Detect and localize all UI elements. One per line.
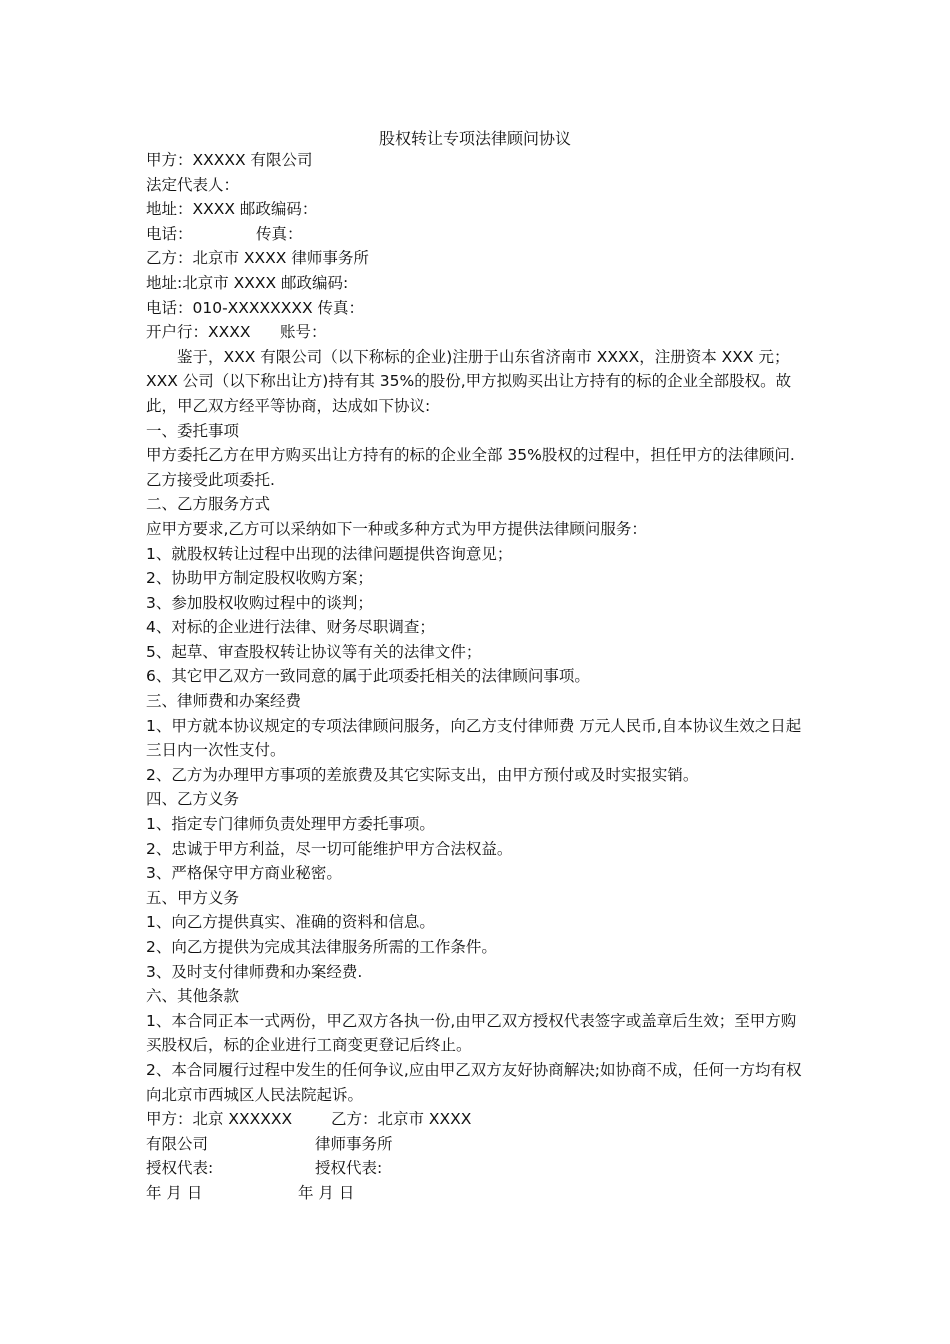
party-a-address: 地址：XXXX 邮政编码： <box>146 200 318 219</box>
section-heading: 四、乙方义务 <box>146 790 240 809</box>
section-heading: 三、律师费和办案经费 <box>146 692 302 711</box>
section-heading: 六、其他条款 <box>146 987 240 1006</box>
signature-reps <box>146 1156 806 1181</box>
section-item: 应甲方要求,乙方可以采纳如下一种或多种方式为甲方提供法律顾问服务： <box>146 519 647 538</box>
signature-suffixes <box>146 1132 806 1157</box>
document-title: 股权转让专项法律顾问协议 <box>378 129 571 148</box>
party-b-bank: 开户行：XXXX <box>146 323 251 342</box>
section-item: 3、严格保守甲方商业秘密。 <box>146 864 342 883</box>
signature-party-b-name: 乙方：北京市 XXXX <box>331 1110 472 1129</box>
signature-names <box>146 1107 806 1132</box>
document-body <box>146 148 806 1206</box>
party-b-bank-row <box>146 320 806 345</box>
party-b-address: 地址:北京市 XXXX 邮政编码: <box>146 273 349 292</box>
signature-party-a-rep: 授权代表: <box>146 1159 214 1178</box>
section-item: 6、其它甲乙双方一致同意的属于此项委托相关的法律顾问事项。 <box>146 667 590 686</box>
signature-party-a-suffix: 有限公司 <box>146 1134 209 1153</box>
preamble: 鉴于，XXX 有限公司（以下称标的企业)注册于山东省济南市 XXXX，注册资本 XXX 元；XXX 公司（以下称出让方)持有其 35%的股份,甲方拟购买出让方持有的标的企业全部股权。故此，甲乙双方经平等协商，达成如下协议: <box>146 347 792 415</box>
signature-party-b-date: 年 月 日 <box>298 1183 355 1202</box>
signature-party-a-name: 甲方：北京 XXXXXX <box>146 1110 293 1129</box>
section-item: 1、向乙方提供真实、准确的资料和信息。 <box>146 913 435 932</box>
party-a-rep: 法定代表人： <box>146 175 240 194</box>
party-b-phone: 电话：010-XXXXXXXX 传真： <box>146 298 365 317</box>
section-heading: 五、甲方义务 <box>146 888 240 907</box>
signature-party-b-suffix: 律师事务所 <box>315 1134 393 1153</box>
section-item: 2、向乙方提供为完成其法律服务所需的工作条件。 <box>146 938 497 956</box>
section-item: 2、协助甲方制定股权收购方案； <box>146 569 373 588</box>
signature-party-a-date: 年 月 日 <box>146 1183 203 1202</box>
section-item: 1、就股权转让过程中出现的法律问题提供咨询意见； <box>146 544 513 563</box>
section-item: 5、起草、审查股权转让协议等有关的法律文件； <box>146 642 482 661</box>
signature-party-b-rep: 授权代表: <box>315 1159 383 1178</box>
party-a-phone: 电话： <box>146 224 193 243</box>
section-item: 甲方委托乙方在甲方购买出让方持有的标的企业全部 35%股权的过程中，担任甲方的法律顾问.乙方接受此项委托. <box>146 446 795 489</box>
party-b-account: 账号： <box>280 323 327 342</box>
section-item: 1、甲方就本协议规定的专项法律顾问服务，向乙方支付律师费 万元人民币,自本协议生效之日起三日内一次性支付。 <box>146 716 802 760</box>
section-heading: 二、乙方服务方式 <box>146 495 271 514</box>
party-a-fax: 传真： <box>256 224 303 243</box>
section-item: 3、及时支付律师费和办案经费. <box>146 962 363 981</box>
section-heading: 一、委托事项 <box>146 421 240 440</box>
section-item: 2、本合同履行过程中发生的任何争议,应由甲乙双方友好协商解决;如协商不成，任何一方均有权向北京市西城区人民法院起诉。 <box>146 1060 802 1104</box>
section-item: 1、指定专门律师负责处理甲方委托事项。 <box>146 815 435 834</box>
section-item: 2、乙方为办理甲方事项的差旅费及其它实际支出，由甲方预付或及时实报实销。 <box>146 765 699 784</box>
signature-dates <box>146 1181 806 1206</box>
section-item: 3、参加股权收购过程中的谈判； <box>146 593 373 612</box>
party-a-name: 甲方：XXXXX 有限公司 <box>146 151 313 169</box>
section-item: 2、忠诚于甲方利益，尽一切可能维护甲方合法权益。 <box>146 839 513 858</box>
section-item: 4、对标的企业进行法律、财务尽职调查； <box>146 618 435 637</box>
party-b-name: 乙方：北京市 XXXX 律师事务所 <box>146 249 369 268</box>
party-a-contact <box>146 222 806 247</box>
section-item: 1、本合同正本一式两份，甲乙双方各执一份,由甲乙双方授权代表签字或盖章后生效；至甲方购买股权后，标的企业进行工商变更登记后终止。 <box>146 1011 797 1055</box>
